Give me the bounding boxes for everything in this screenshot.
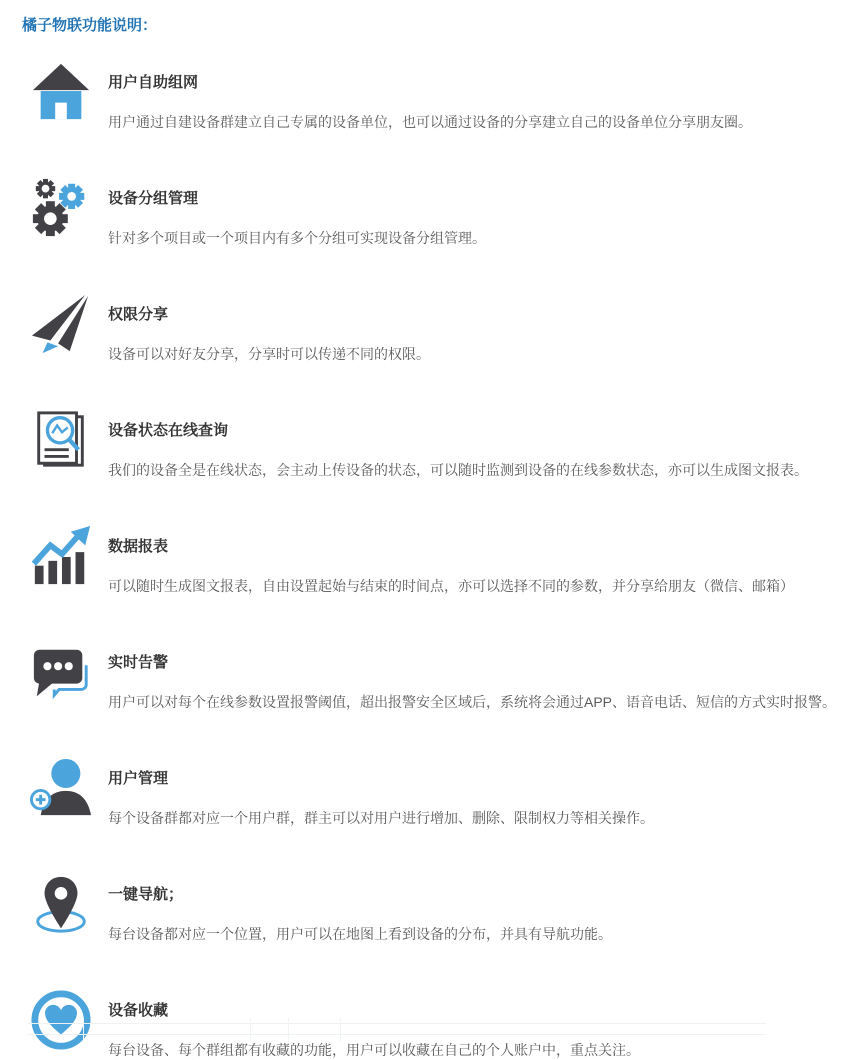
feature-title: 用户管理 [108,770,169,787]
feature-title: 数据报表 [108,538,169,555]
feature-description: 设备可以对好友分享，分享时可以传递不同的权限。 [108,346,430,362]
feature-item [0,293,841,364]
feature-title: 设备分组管理 [108,190,199,207]
feature-item [0,61,841,132]
feature-title: 设备状态在线查询 [108,422,229,439]
feature-description: 用户通过自建设备群建立自己专属的设备单位，也可以通过设备的分享建立自己的设备单位分享朋友圈。 [108,114,752,130]
map-pin-icon [30,873,92,935]
feature-item [0,757,841,828]
house-icon [30,61,92,123]
feature-title: 权限分享 [108,306,169,323]
chat-bubble-icon [30,641,92,703]
feature-title: 一键导航； [108,886,184,903]
feature-item [0,525,841,596]
gears-icon [30,177,92,239]
feature-description: 每台设备都对应一个位置，用户可以在地图上看到设备的分布，并具有导航功能。 [108,926,612,942]
feature-title: 实时告警 [108,654,169,671]
feature-list [0,61,841,1060]
bar-chart-arrow-icon [30,525,92,587]
feature-item [0,177,841,248]
feature-description: 我们的设备全是在线状态，会主动上传设备的状态，可以随时监测到设备的在线参数状态，亦可以生成图文报表。 [108,462,808,478]
document-search-icon [30,409,92,471]
feature-description: 每台设备、每个群组都有收藏的功能，用户可以收藏在自己的个人账户中，重点关注。 [108,1042,640,1058]
feature-item [0,409,841,480]
feature-description: 可以随时生成图文报表，自由设置起始与结束的时间点，亦可以选择不同的参数，并分享给朋友（微信、邮箱） [108,578,794,594]
feature-title: 设备收藏 [108,1002,169,1019]
feature-item [0,641,841,712]
feature-item [0,989,841,1060]
feature-description: 针对多个项目或一个项目内有多个分组可实现设备分组管理。 [108,230,486,246]
feature-item [0,873,841,944]
feature-description: 用户可以对每个在线参数设置报警阈值，超出报警安全区域后，系统将会通过APP、语音电话、短信的方式实时报警。 [108,694,837,710]
paper-plane-icon [30,293,92,355]
heart-badge-icon [30,989,92,1051]
feature-title: 用户自助组网 [108,74,199,91]
page-heading: 橘子物联功能说明： [22,17,158,34]
user-add-icon [30,757,92,819]
feature-description: 每个设备群都对应一个用户群，群主可以对用户进行增加、删除、限制权力等相关操作。 [108,810,654,826]
